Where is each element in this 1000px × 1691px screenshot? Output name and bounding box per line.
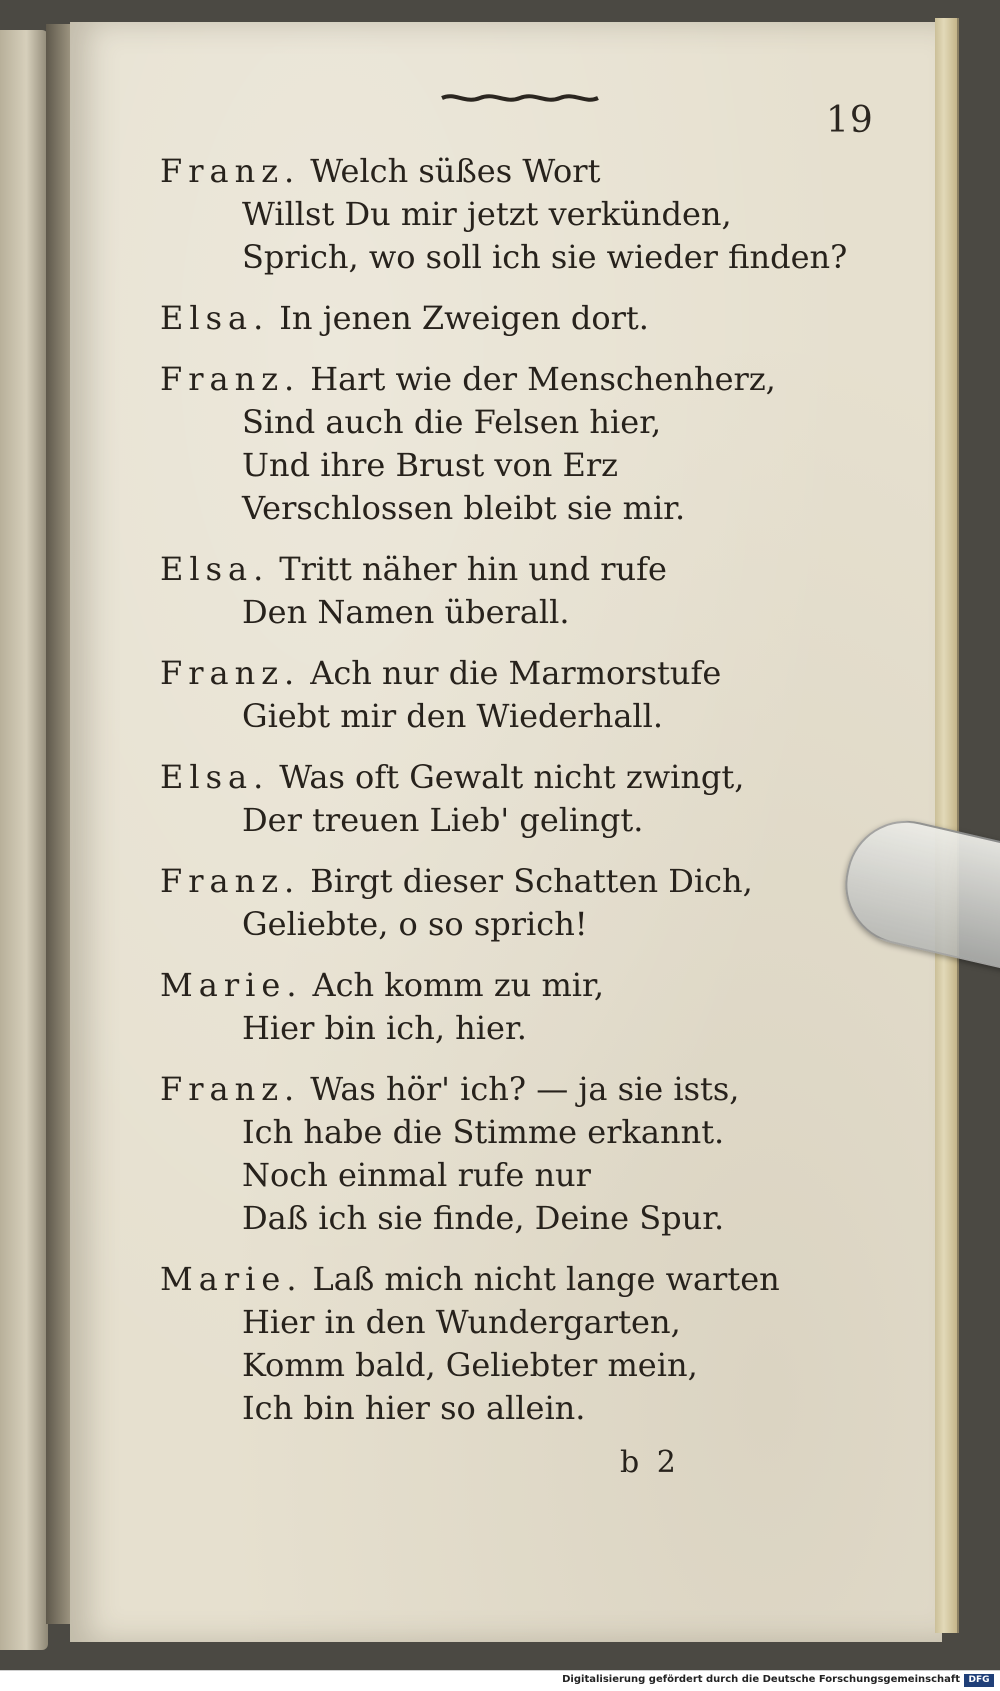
verse-line xyxy=(160,1007,880,1050)
verse-text: Geliebte, o so sprich! xyxy=(242,905,588,943)
speech-block xyxy=(160,860,880,946)
speaker-name: Marie. xyxy=(160,1260,303,1298)
speaker-name: Elsa. xyxy=(160,299,270,337)
verse-line xyxy=(160,591,880,634)
verse-line xyxy=(160,1258,880,1301)
speech-block xyxy=(160,150,880,279)
speech-block xyxy=(160,964,880,1050)
verse-text: Sprich, wo soll ich sie wieder finden? xyxy=(242,238,848,276)
verse-text: Ich bin hier so allein. xyxy=(242,1389,586,1427)
verse-text: Ach komm zu mir, xyxy=(312,966,604,1004)
verse-line xyxy=(160,903,880,946)
verse-text: Welch süßes Wort xyxy=(310,152,601,190)
verse-text: Hier bin ich, hier. xyxy=(242,1009,527,1047)
verse-line xyxy=(160,799,880,842)
verse-text: Laß mich nicht lange warten xyxy=(312,1260,780,1298)
verse-line xyxy=(160,487,880,530)
speech-block xyxy=(160,358,880,530)
dfg-logo: DFG xyxy=(964,1674,994,1687)
speech-block xyxy=(160,548,880,634)
footer-bar xyxy=(0,1670,1000,1691)
speaker-name: Marie. xyxy=(160,966,303,1004)
verse-line xyxy=(160,860,880,903)
ornament-rule xyxy=(440,90,600,106)
verse-line xyxy=(160,1154,880,1197)
speaker-name: Elsa. xyxy=(160,758,270,796)
speaker-name: Franz. xyxy=(160,654,301,692)
verse-line xyxy=(160,652,880,695)
verse-text: Den Namen überall. xyxy=(242,593,570,631)
verse-text: Was oft Gewalt nicht zwingt, xyxy=(279,758,745,796)
footer-credit: Digitalisierung gefördert durch die Deutsche Forschungsgemeinschaft xyxy=(562,1674,960,1685)
dialogue-text xyxy=(160,150,880,1448)
verse-line xyxy=(160,756,880,799)
speech-block xyxy=(160,1258,880,1430)
speech-block xyxy=(160,756,880,842)
verse-text: Hier in den Wundergarten, xyxy=(242,1303,681,1341)
verse-line xyxy=(160,1197,880,1240)
verse-line xyxy=(160,1068,880,1111)
verse-text: Willst Du mir jetzt verkünden, xyxy=(242,195,732,233)
speech-block xyxy=(160,297,880,340)
speaker-name: Elsa. xyxy=(160,550,270,588)
verse-line xyxy=(160,401,880,444)
verse-text: Sind auch die Felsen hier, xyxy=(242,403,662,441)
verse-line xyxy=(160,1301,880,1344)
speaker-name: Franz. xyxy=(160,862,301,900)
left-page-edge xyxy=(0,30,48,1650)
speaker-name: Franz. xyxy=(160,360,301,398)
speech-block xyxy=(160,1068,880,1240)
signature-mark: b 2 xyxy=(620,1445,680,1480)
verse-text: Was hör' ich? — ja sie ists, xyxy=(310,1070,740,1108)
verse-text: Tritt näher hin und rufe xyxy=(279,550,667,588)
verse-text: Birgt dieser Schatten Dich, xyxy=(310,862,753,900)
speech-block xyxy=(160,652,880,738)
verse-line xyxy=(160,358,880,401)
verse-line xyxy=(160,695,880,738)
verse-line xyxy=(160,1387,880,1430)
page-number: 19 xyxy=(826,100,874,141)
verse-text: Hart wie der Menschenherz, xyxy=(310,360,776,398)
verse-text: Und ihre Brust von Erz xyxy=(242,446,618,484)
verse-line xyxy=(160,1111,880,1154)
page-stack-edge xyxy=(935,18,959,1633)
verse-line xyxy=(160,150,880,193)
verse-line xyxy=(160,444,880,487)
verse-line xyxy=(160,548,880,591)
verse-line xyxy=(160,1344,880,1387)
verse-text: Giebt mir den Wiederhall. xyxy=(242,697,664,735)
speaker-name: Franz. xyxy=(160,1070,301,1108)
speaker-name: Franz. xyxy=(160,152,301,190)
verse-line xyxy=(160,193,880,236)
verse-text: Verschlossen bleibt sie mir. xyxy=(242,489,686,527)
verse-text: Ach nur die Marmorstufe xyxy=(310,654,722,692)
verse-line xyxy=(160,236,880,279)
verse-text: Komm bald, Geliebter mein, xyxy=(242,1346,698,1384)
verse-text: In jenen Zweigen dort. xyxy=(279,299,649,337)
verse-text: Der treuen Lieb' gelingt. xyxy=(242,801,644,839)
verse-text: Ich habe die Stimme erkannt. xyxy=(242,1113,725,1151)
verse-text: Noch einmal rufe nur xyxy=(242,1156,591,1194)
verse-line xyxy=(160,964,880,1007)
verse-line xyxy=(160,297,880,340)
verse-text: Daß ich sie finde, Deine Spur. xyxy=(242,1199,725,1237)
